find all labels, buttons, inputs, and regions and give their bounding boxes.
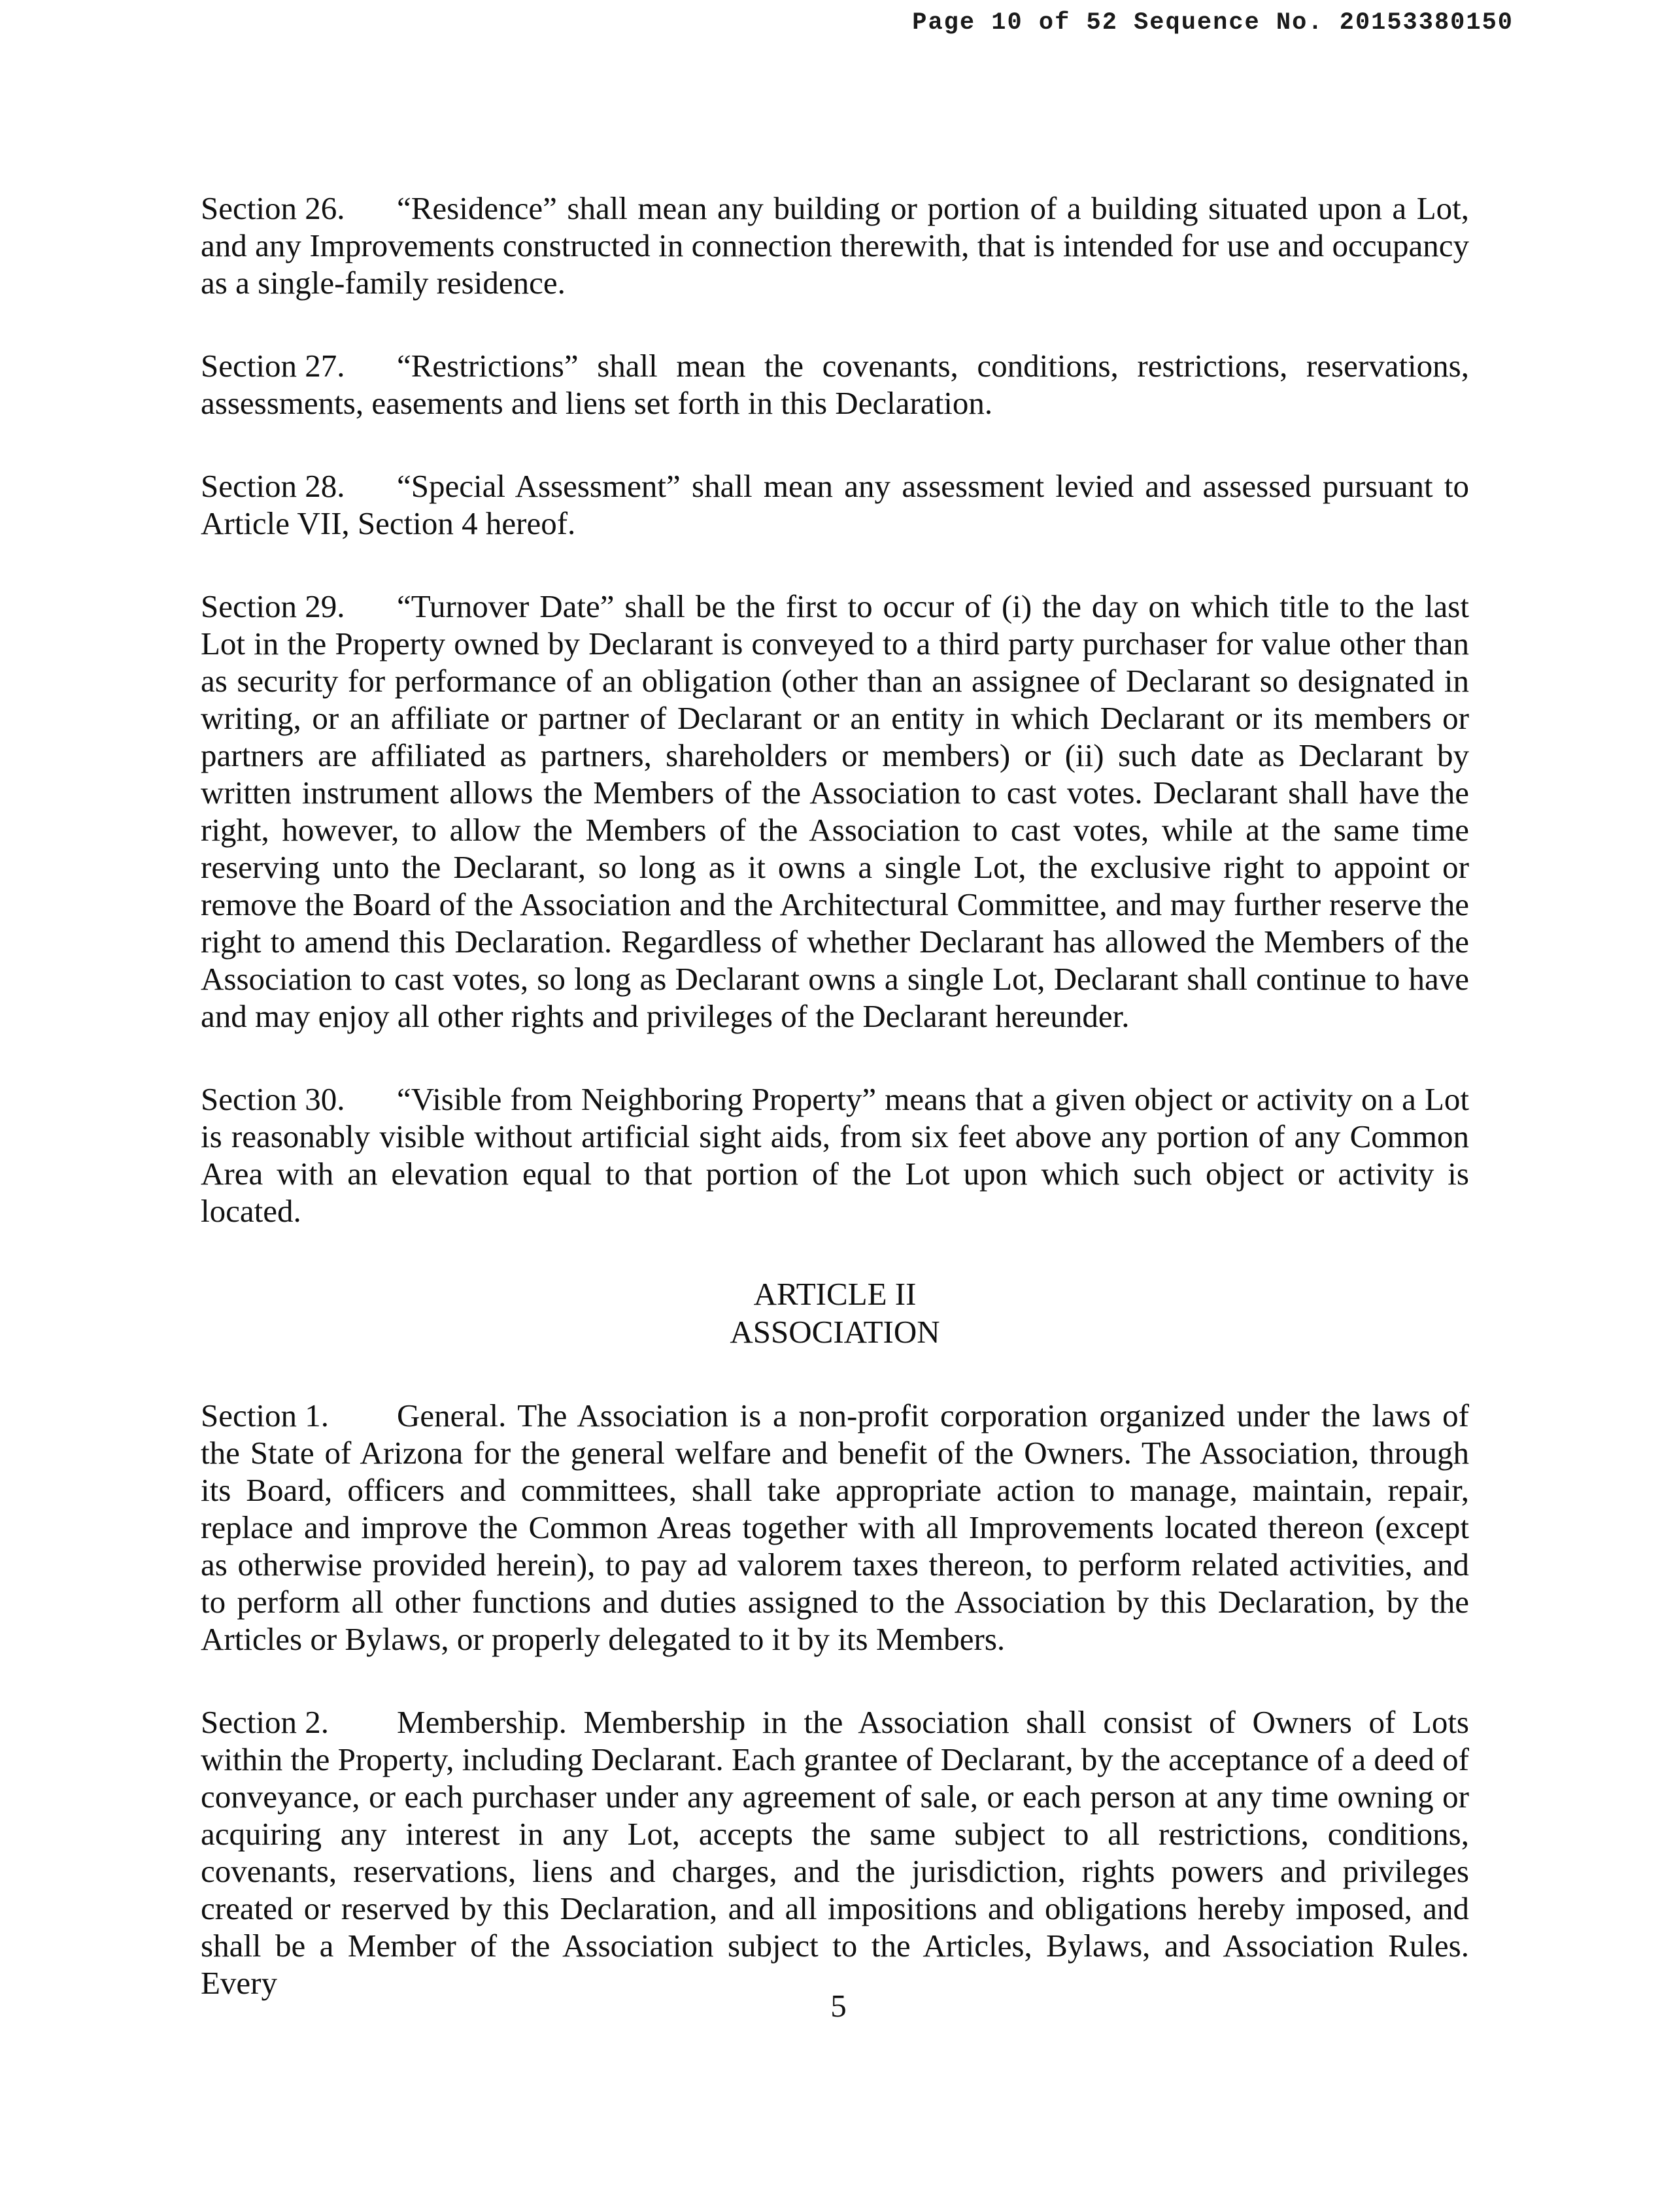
section-27: [201, 347, 1469, 422]
section-label: Section 28.: [201, 468, 345, 504]
article-section-2: [201, 1703, 1469, 2002]
section-28: [201, 467, 1469, 542]
section-text: “Restrictions” shall mean the covenants, conditions, restrictions, reservations, assessments, easements and liens set forth in this Declaration.: [201, 348, 1469, 421]
section-label: Section 2.: [201, 1704, 329, 1740]
article-title: ASSOCIATION: [730, 1314, 940, 1350]
section-text: Membership. Membership in the Association shall consist of Owners of Lots within the Property, including Declarant. Each grantee of Declarant, by the acceptance of a deed of conveyance, or each purchaser under any agreement of sale, or each person at any time owning or acquiring any interest in any Lot, accepts the same subject to all restrictions, conditions, covenants, reservations, liens and charges, and the jurisdiction, rights powers and privileges created or reserved by this Declaration, and all impositions and obligations hereby imposed, and shall be a Member of the Association subject to the Articles, Bylaws, and Association Rules. Every: [201, 1704, 1469, 2001]
section-label: Section 27.: [201, 348, 345, 384]
section-label: Section 29.: [201, 588, 345, 624]
article-section-1: [201, 1397, 1469, 1658]
section-29: [201, 588, 1469, 1035]
section-text: “Visible from Neighboring Property” means that a given object or activity on a Lot is reasonably visible without artificial sight aids, from six feet above any portion of any Common Area with an elevation equal to that portion of the Lot upon which such object or activity is located.: [201, 1081, 1469, 1229]
section-text: “Turnover Date” shall be the first to occur of (i) the day on which title to the last Lot in the Property owned by Declarant is conveyed to a third party purchaser for value other than as security for performance of an obligation (other than an assignee of Declarant so designated in writing, or an affiliate or partner of Declarant or an entity in which Declarant or its members or partners are affiliated as partners, shareholders or members) or (ii) such date as Declarant by written instrument allows the Members of the Association to cast votes. Declarant shall have the right, however, to allow the Members of the Association to cast votes, while at the same time reserving unto the Declarant, so long as it owns a single Lot, the exclusive right to appoint or remove the Board of the Association and the Architectural Committee, and may further reserve the right to amend this Declaration. Regardless of whether Declarant has allowed the Members of the Association to cast votes, so long as Declarant owns a single Lot, Declarant shall continue to have and may enjoy all other rights and privileges of the Declarant hereunder.: [201, 588, 1469, 1034]
section-text: “Special Assessment” shall mean any assessment levied and assessed pursuant to Article VII, Section 4 hereof.: [201, 468, 1469, 541]
section-label: Section 26.: [201, 190, 345, 226]
section-30: [201, 1081, 1469, 1230]
page-number: 5: [830, 1988, 847, 2024]
page-sequence-stamp: Page 10 of 52 Sequence No. 20153380150: [912, 9, 1514, 37]
section-text: General. The Association is a non-profit corporation organized under the laws of the State of Arizona for the general welfare and benefit of the Owners. The Association, through its Board, officers and committees, shall take appropriate action to manage, maintain, repair, replace and improve the Common Areas together with all Improvements located thereon (except as otherwise provided herein), to pay ad valorem taxes thereon, to perform related activities, and to perform all other functions and duties assigned to the Association by this Declaration, by the Articles or Bylaws, or properly delegated to it by its Members.: [201, 1398, 1469, 1657]
section-label: Section 30.: [201, 1081, 345, 1117]
article-heading: [201, 1275, 1469, 1351]
section-text: “Residence” shall mean any building or portion of a building situated upon a Lot, and any Improvements constructed in connection therewith, that is intended for use and occupancy as a single-family residence.: [201, 190, 1469, 301]
article-number: ARTICLE II: [753, 1276, 917, 1312]
section-label: Section 1.: [201, 1398, 329, 1433]
section-26: [201, 190, 1469, 301]
document-body: [201, 190, 1469, 2047]
